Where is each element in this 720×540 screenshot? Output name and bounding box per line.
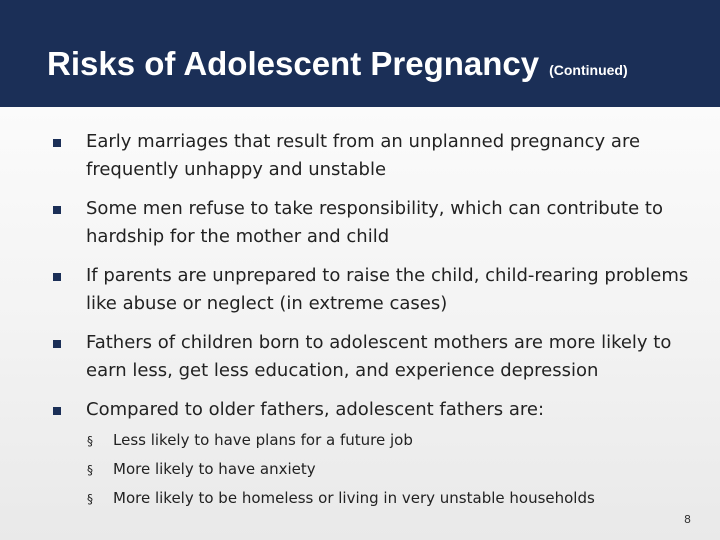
square-bullet-icon bbox=[53, 340, 61, 348]
bullet-item bbox=[50, 128, 700, 184]
sub-bullet-list bbox=[87, 430, 687, 517]
title-bar bbox=[0, 0, 720, 107]
slide-title-suffix: (Continued) bbox=[549, 62, 628, 78]
bullet-text: If parents are unprepared to raise the child, child-rearing problems like abuse or neglect (in extreme cases) bbox=[86, 265, 689, 314]
sub-bullet-text: More likely to be homeless or living in very unstable households bbox=[113, 489, 595, 507]
bullet-text: Early marriages that result from an unplanned pregnancy are frequently unhappy and unstable bbox=[86, 131, 641, 180]
slide-title-text: Risks of Adolescent Pregnancy bbox=[47, 45, 540, 82]
small-square-bullet-icon: § bbox=[87, 492, 93, 506]
sub-bullet-text: More likely to have anxiety bbox=[113, 460, 316, 478]
square-bullet-icon bbox=[53, 206, 61, 214]
bullet-text: Some men refuse to take responsibility, which can contribute to hardship for the mother and child bbox=[86, 198, 663, 247]
bullet-text: Compared to older fathers, adolescent fathers are: bbox=[86, 399, 545, 420]
sub-bullet-item bbox=[87, 488, 687, 508]
bullet-item bbox=[50, 396, 700, 424]
page-number: 8 bbox=[684, 513, 691, 526]
bullet-text: Fathers of children born to adolescent mothers are more likely to earn less, get less education, and experience depression bbox=[86, 332, 672, 381]
slide-title bbox=[47, 42, 628, 92]
square-bullet-icon bbox=[53, 407, 61, 415]
small-square-bullet-icon: § bbox=[87, 463, 93, 477]
sub-bullet-item bbox=[87, 430, 687, 450]
small-square-bullet-icon: § bbox=[87, 434, 93, 448]
bullet-item bbox=[50, 262, 700, 318]
sub-bullet-item bbox=[87, 459, 687, 479]
bullet-item bbox=[50, 329, 700, 385]
square-bullet-icon bbox=[53, 139, 61, 147]
bullet-item bbox=[50, 195, 700, 251]
bullet-list bbox=[50, 128, 700, 435]
square-bullet-icon bbox=[53, 273, 61, 281]
sub-bullet-text: Less likely to have plans for a future job bbox=[113, 431, 413, 449]
